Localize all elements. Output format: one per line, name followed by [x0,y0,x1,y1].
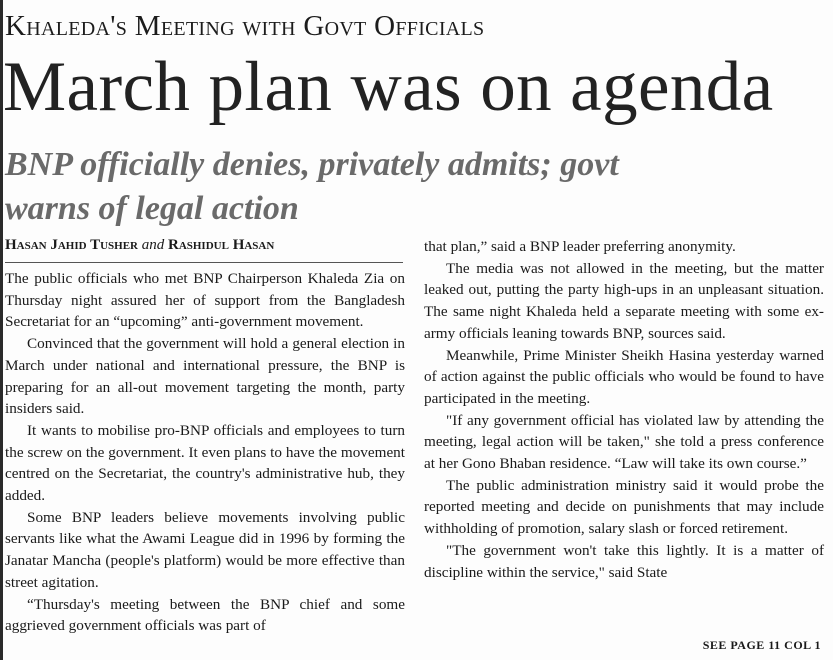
paragraph: The public administration ministry said it would probe the reported meeting and decide on punishments that may include withholding of promotion, salary slash or forced retirement. [424,476,824,538]
paragraph: It wants to mobilise pro-BNP officials and employees to turn the screw on the government. It even plans to have the movement centred on the Secretariat, the country's administrative hub, they added. [5,421,405,505]
paragraph: Some BNP leaders believe movements involving public servants like what the Awami League did in 1996 by forming the Janatar Mancha (people's platform) would be more effective than street agitation. [5,508,405,591]
byline-rule [5,262,403,263]
paragraph: “Thursday's meeting between the BNP chief and some aggrieved government officials was part of [5,595,405,635]
paragraph: "If any government official has violated law by attending the meeting, legal action will be taken," she told a press conference at her Gono Bhaban residence. “Law will take its own course.” [424,411,824,473]
author-1: Hasan Jahid Tusher [5,237,138,253]
byline-conjunction: and [141,237,165,253]
paragraph: "The government won't take this lightly. It is a matter of discipline within the service," said State [424,541,824,581]
main-headline: March plan was on agenda [3,48,774,126]
paragraph: that plan,” said a BNP leader preferring anonymity. [424,238,736,255]
continuation-note: SEE PAGE 11 COL 1 [702,638,821,652]
paragraph: Meanwhile, Prime Minister Sheikh Hasina yesterday warned of action against the public officials who would be found to have participated in the meeting. [424,346,824,407]
author-2: Rashidul Hasan [167,237,275,253]
article-column-2 [424,236,824,583]
paragraph: The public officials who met BNP Chairperson Khaleda Zia on Thursday night assured her of support from the Bangladesh Secretariat for an “upcoming” anti-government movement. [5,270,405,331]
paragraph: Convinced that the government will hold a general election in March under national and international pressure, the BNP is preparing for an all-out movement targeting the month, party insiders said. [5,335,405,418]
article-column-1 [5,268,405,637]
byline [5,237,274,254]
kicker-headline: Khaleda's Meeting with Govt Officials [5,10,485,42]
paragraph: The media was not allowed in the meeting, but the matter leaked out, putting the party high-ups in an unpleasant situation. The same night Khaleda held a separate meeting with some ex-army officials leaning towards BNP, sources said. [424,259,824,342]
sub-headline-deck: BNP officially denies, privately admits; govt warns of legal action [5,146,619,227]
